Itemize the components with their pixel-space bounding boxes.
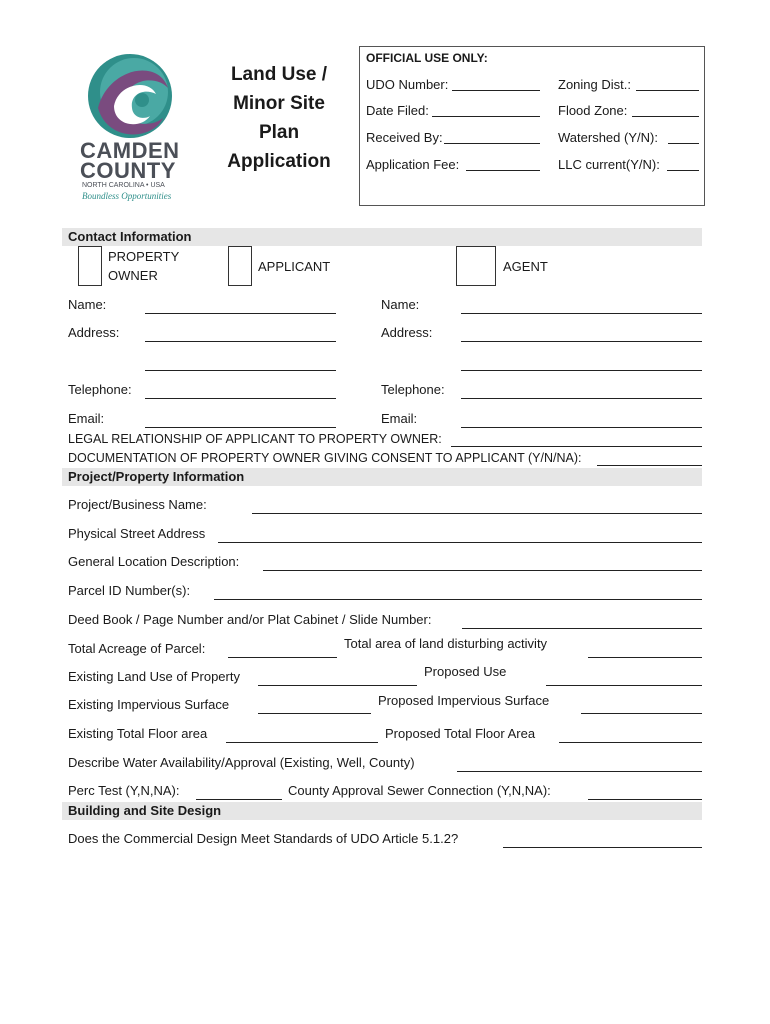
zoning-dist-label: Zoning Dist.:	[558, 77, 631, 92]
title-line-1: Land Use /	[230, 64, 328, 85]
owner-email-field[interactable]	[145, 427, 336, 428]
perc-test-label: Perc Test (Y,N,NA):	[68, 783, 180, 798]
sewer-connection-label: County Approval Sewer Connection (Y,N,NA):	[288, 783, 551, 798]
official-use-box	[359, 46, 705, 206]
title-line-4: Application	[227, 151, 331, 172]
existing-land-use-label: Existing Land Use of Property	[68, 669, 240, 684]
agent-address-label: Address:	[381, 325, 433, 340]
agent-label: AGENT	[503, 259, 548, 274]
proposed-use-field[interactable]	[546, 685, 702, 686]
title-line-2: Minor Site	[233, 93, 325, 114]
agent-email-field[interactable]	[461, 427, 702, 428]
logo-tagline: Boundless Opportunities	[82, 191, 172, 201]
logo-state: NORTH CAROLINA • USA	[82, 182, 165, 189]
agent-email-label: Email:	[381, 411, 418, 426]
commercial-design-field[interactable]	[503, 847, 702, 848]
county-logo	[78, 48, 188, 203]
parcel-id-label: Parcel ID Number(s):	[68, 583, 191, 598]
contact-section-bar	[62, 228, 702, 246]
existing-land-use-field[interactable]	[258, 685, 417, 686]
proposed-floor-label: Proposed Total Floor Area	[385, 726, 536, 741]
street-address-field[interactable]	[218, 542, 702, 543]
owner-address-field-1[interactable]	[145, 341, 336, 342]
existing-floor-label: Existing Total Floor area	[68, 726, 208, 741]
owner-name-field[interactable]	[145, 313, 336, 314]
application-fee-field[interactable]	[466, 170, 540, 171]
commercial-design-label: Does the Commercial Design Meet Standards of UDO Article 5.1.2?	[68, 831, 459, 846]
logo-name-line2: COUNTY	[80, 158, 176, 183]
documentation-field[interactable]	[597, 465, 702, 466]
owner-email-label: Email:	[68, 411, 105, 426]
agent-telephone-label: Telephone:	[381, 382, 445, 397]
perc-test-field[interactable]	[196, 799, 282, 800]
llc-current-label: LLC current(Y/N):	[558, 157, 660, 172]
flood-zone-label: Flood Zone:	[558, 103, 628, 118]
flood-zone-field[interactable]	[632, 116, 699, 117]
received-by-label: Received By:	[366, 130, 443, 145]
parcel-id-field[interactable]	[214, 599, 702, 600]
udo-number-field[interactable]	[452, 90, 540, 91]
agent-checkbox[interactable]	[456, 246, 496, 286]
proposed-use-label: Proposed Use	[424, 664, 507, 679]
agent-telephone-field[interactable]	[461, 398, 702, 399]
existing-floor-field[interactable]	[226, 742, 378, 743]
existing-impervious-field[interactable]	[258, 713, 371, 714]
legal-relationship-field[interactable]	[451, 446, 702, 447]
proposed-impervious-label: Proposed Impervious Surface	[378, 693, 550, 708]
wave-logo-icon	[78, 48, 188, 146]
applicant-checkbox[interactable]	[228, 246, 252, 286]
date-filed-label: Date Filed:	[366, 103, 429, 118]
building-heading: Building and Site Design	[68, 803, 222, 818]
watershed-label: Watershed (Y/N):	[558, 130, 658, 145]
received-by-field[interactable]	[444, 143, 540, 144]
documentation-label: DOCUMENTATION OF PROPERTY OWNER GIVING CONSENT TO APPLICANT (Y/N/NA):	[68, 451, 582, 465]
llc-current-field[interactable]	[667, 170, 699, 171]
date-filed-field[interactable]	[432, 116, 540, 117]
form-title	[220, 60, 338, 176]
water-availability-label: Describe Water Availability/Approval (Existing, Well, County)	[68, 755, 415, 770]
building-section-bar	[62, 802, 702, 820]
owner-address-label: Address:	[68, 325, 120, 340]
owner-telephone-label: Telephone:	[68, 382, 132, 397]
land-disturbing-field[interactable]	[588, 657, 702, 658]
project-heading: Project/Property Information	[68, 469, 245, 484]
legal-relationship-label: LEGAL RELATIONSHIP OF APPLICANT TO PROPERTY OWNER:	[68, 432, 442, 446]
agent-address-field-2[interactable]	[461, 370, 702, 371]
proposed-impervious-field[interactable]	[581, 713, 702, 714]
contact-heading: Contact Information	[68, 229, 192, 244]
property-owner-label-2: OWNER	[108, 268, 158, 283]
street-address-label: Physical Street Address	[68, 526, 206, 541]
property-owner-checkbox[interactable]	[78, 246, 102, 286]
agent-name-field[interactable]	[461, 313, 702, 314]
owner-telephone-field[interactable]	[145, 398, 336, 399]
udo-number-label: UDO Number:	[366, 77, 449, 92]
water-availability-field[interactable]	[457, 771, 702, 772]
location-desc-field[interactable]	[263, 570, 702, 571]
business-name-label: Project/Business Name:	[68, 497, 207, 512]
total-acreage-label: Total Acreage of Parcel:	[68, 641, 206, 656]
deed-book-label: Deed Book / Page Number and/or Plat Cabinet / Slide Number:	[68, 612, 432, 627]
sewer-connection-field[interactable]	[588, 799, 702, 800]
owner-name-label: Name:	[68, 297, 107, 312]
application-fee-label: Application Fee:	[366, 157, 460, 172]
location-desc-label: General Location Description:	[68, 554, 240, 569]
land-disturbing-label: Total area of land disturbing activity	[344, 636, 548, 651]
applicant-label: APPLICANT	[258, 259, 331, 274]
deed-book-field[interactable]	[462, 628, 702, 629]
zoning-dist-field[interactable]	[636, 90, 699, 91]
total-acreage-field[interactable]	[228, 657, 337, 658]
watershed-field[interactable]	[668, 143, 699, 144]
logo-name-line1: CAMDEN	[80, 138, 180, 163]
owner-address-field-2[interactable]	[145, 370, 336, 371]
existing-impervious-label: Existing Impervious Surface	[68, 697, 230, 712]
property-owner-label-1: PROPERTY	[108, 249, 180, 264]
agent-address-field-1[interactable]	[461, 341, 702, 342]
title-line-3: Plan	[258, 122, 300, 143]
proposed-floor-field[interactable]	[559, 742, 702, 743]
agent-name-label: Name:	[381, 297, 420, 312]
business-name-field[interactable]	[252, 513, 702, 514]
project-section-bar	[62, 468, 702, 486]
official-heading: OFFICIAL USE ONLY:	[366, 51, 488, 65]
